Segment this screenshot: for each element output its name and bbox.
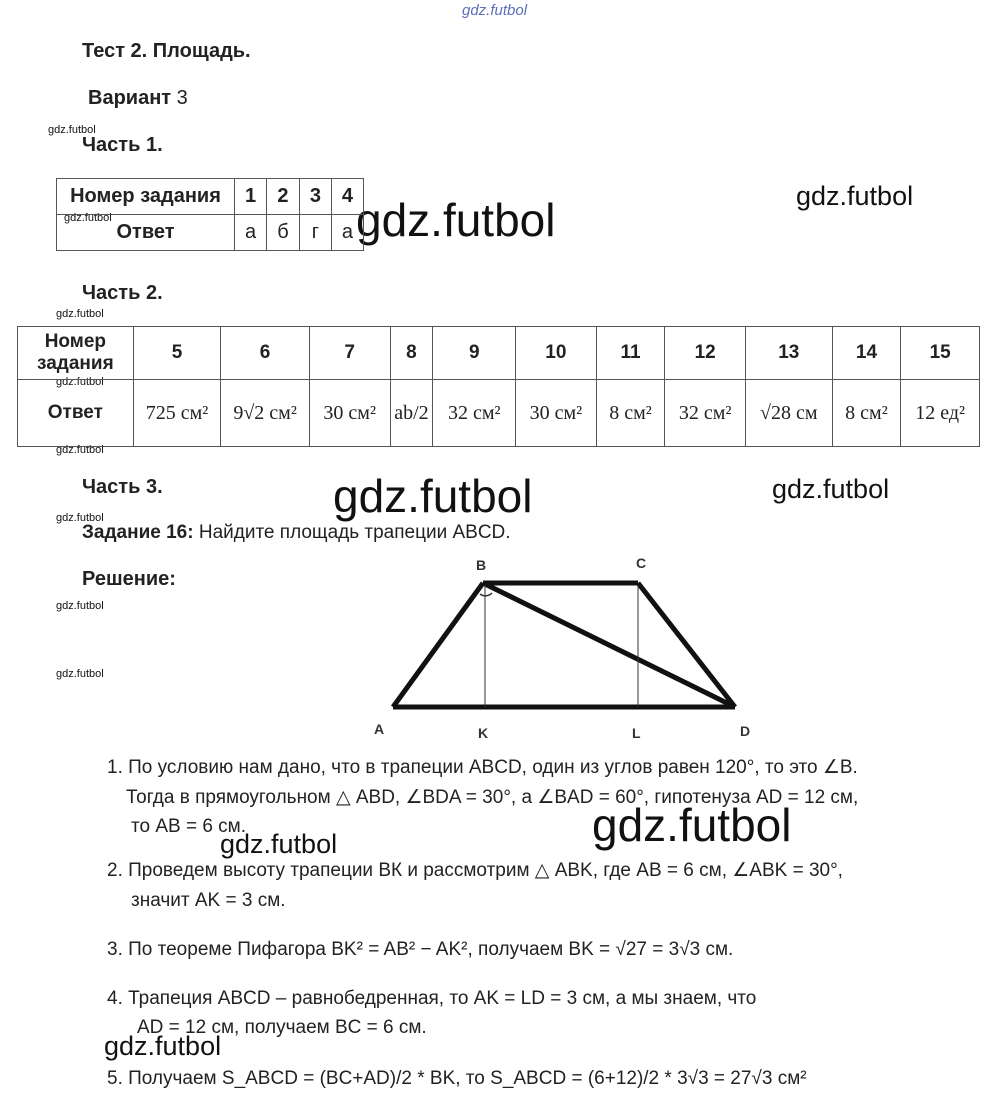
page-title: Тест 2. Площадь. — [82, 40, 251, 62]
watermark-medium: gdz.futbol — [220, 829, 338, 859]
watermark-large: gdz.futbol — [333, 470, 533, 522]
part3-label: Часть 3. — [82, 476, 163, 498]
part1-label: Часть 1. — [82, 134, 163, 156]
task-number: 8 — [390, 327, 433, 380]
solution-step-1-cont: Тогда в прямоугольном △ ABD, ∠BDA = 30°, а ∠BAD = 60°, гипотенуза AD = 12 см, — [126, 787, 859, 808]
answer-header: Ответ — [18, 380, 134, 447]
answer-cell: 8 см² — [832, 380, 901, 447]
task-number: 3 — [299, 179, 331, 215]
task16-statement — [82, 522, 511, 544]
task16-label: Задание 16: — [82, 522, 194, 543]
watermark-small: gdz.futbol — [56, 668, 104, 680]
answer-cell: г — [299, 215, 331, 251]
task-number: 11 — [596, 327, 665, 380]
solution-step-5: 5. Получаем S_ABCD = (BC+AD)/2 * BK, то S_ABCD = (6+12)/2 * 3√3 = 27√3 см² — [107, 1068, 807, 1089]
answer-cell: 725 см² — [133, 380, 221, 447]
watermark-small: gdz.futbol — [56, 444, 104, 456]
point-label-c: C — [636, 555, 647, 571]
point-label-k: K — [478, 725, 489, 741]
watermark-medium: gdz.futbol — [796, 181, 914, 211]
task-number: 1 — [235, 179, 267, 215]
part1-table — [56, 178, 364, 251]
table-row — [18, 380, 980, 447]
point-label-b: B — [476, 557, 487, 573]
table-row — [57, 179, 364, 215]
solution-label: Решение: — [82, 568, 176, 590]
point-label-a: A — [374, 721, 385, 737]
answer-cell: √28 см — [746, 380, 833, 447]
solution-step-1-cont: то AB = 6 см. — [131, 816, 247, 837]
task-number: 10 — [516, 327, 597, 380]
trapezoid-figure — [360, 550, 780, 750]
point-label-l: L — [632, 725, 641, 741]
solution-step-2-cont: значит AK = 3 см. — [131, 890, 286, 911]
task-number: 7 — [309, 327, 390, 380]
answer-cell: 30 см² — [516, 380, 597, 447]
watermark-small: gdz.futbol — [56, 308, 104, 320]
answer-header: Ответ — [57, 215, 235, 251]
table-row — [57, 215, 364, 251]
watermark-small: gdz.futbol — [56, 512, 104, 524]
solution-step-4-cont: AD = 12 см, получаем BC = 6 см. — [137, 1017, 427, 1038]
variant-label: Вариант — [88, 87, 172, 109]
side-ab — [393, 583, 483, 707]
solution-step-3: 3. По теореме Пифагора BK² = AB² − AK², получаем ВK = √27 = 3√3 см. — [107, 939, 734, 960]
solution-step-2: 2. Проведем высоту трапеции ВК и рассмотрим △ ABK, где AB = 6 см, ∠ABK = 30°, — [107, 860, 843, 881]
watermark-small: gdz.futbol — [56, 376, 104, 388]
answer-cell: 32 см² — [433, 380, 516, 447]
task-number: 5 — [133, 327, 221, 380]
task-number-header: Номер задания — [57, 179, 235, 215]
task-number: 12 — [665, 327, 746, 380]
watermark-top[interactable]: gdz.futbol — [462, 2, 528, 19]
answer-cell: б — [267, 215, 300, 251]
watermark-medium: gdz.futbol — [772, 474, 890, 504]
task-number: 4 — [331, 179, 363, 215]
task-number: 2 — [267, 179, 300, 215]
diagonal-bd — [483, 583, 735, 707]
task-number: 9 — [433, 327, 516, 380]
side-cd — [638, 583, 735, 707]
task-number-header: Номер задания — [18, 327, 134, 380]
right-angle-mark — [480, 593, 492, 596]
watermark-small: gdz.futbol — [56, 600, 104, 612]
answer-cell: ab/2 — [390, 380, 433, 447]
watermark-small: gdz.futbol — [48, 124, 96, 136]
solution-step-1: 1. По условию нам дано, что в трапеции ABCD, один из углов равен 120°, то это ∠B. — [107, 757, 858, 778]
table-row — [18, 327, 980, 380]
watermark-large: gdz.futbol — [356, 194, 556, 246]
task-number: 14 — [832, 327, 901, 380]
answer-cell: а — [235, 215, 267, 251]
part2-label: Часть 2. — [82, 282, 163, 304]
point-label-d: D — [740, 723, 751, 739]
answer-cell: а — [331, 215, 363, 251]
task16-text: Найдите площадь трапеции ABCD. — [198, 522, 511, 543]
variant-number: 3 — [176, 87, 188, 109]
answer-cell: 12 ед² — [901, 380, 980, 447]
answer-cell: 9√2 см² — [221, 380, 310, 447]
answer-cell: 30 см² — [309, 380, 390, 447]
task-number: 6 — [221, 327, 310, 380]
watermark-small: gdz.futbol — [64, 212, 112, 224]
part2-table — [17, 326, 980, 447]
solution-step-4: 4. Трапеция ABCD – равнобедренная, то AK = LD = 3 см, а мы знаем, что — [107, 988, 757, 1009]
variant-heading — [88, 87, 188, 110]
answer-cell: 8 см² — [596, 380, 665, 447]
task-number: 13 — [746, 327, 833, 380]
task-number: 15 — [901, 327, 980, 380]
answer-cell: 32 см² — [665, 380, 746, 447]
watermark-large: gdz.futbol — [592, 799, 792, 851]
watermark-medium: gdz.futbol — [104, 1031, 222, 1061]
